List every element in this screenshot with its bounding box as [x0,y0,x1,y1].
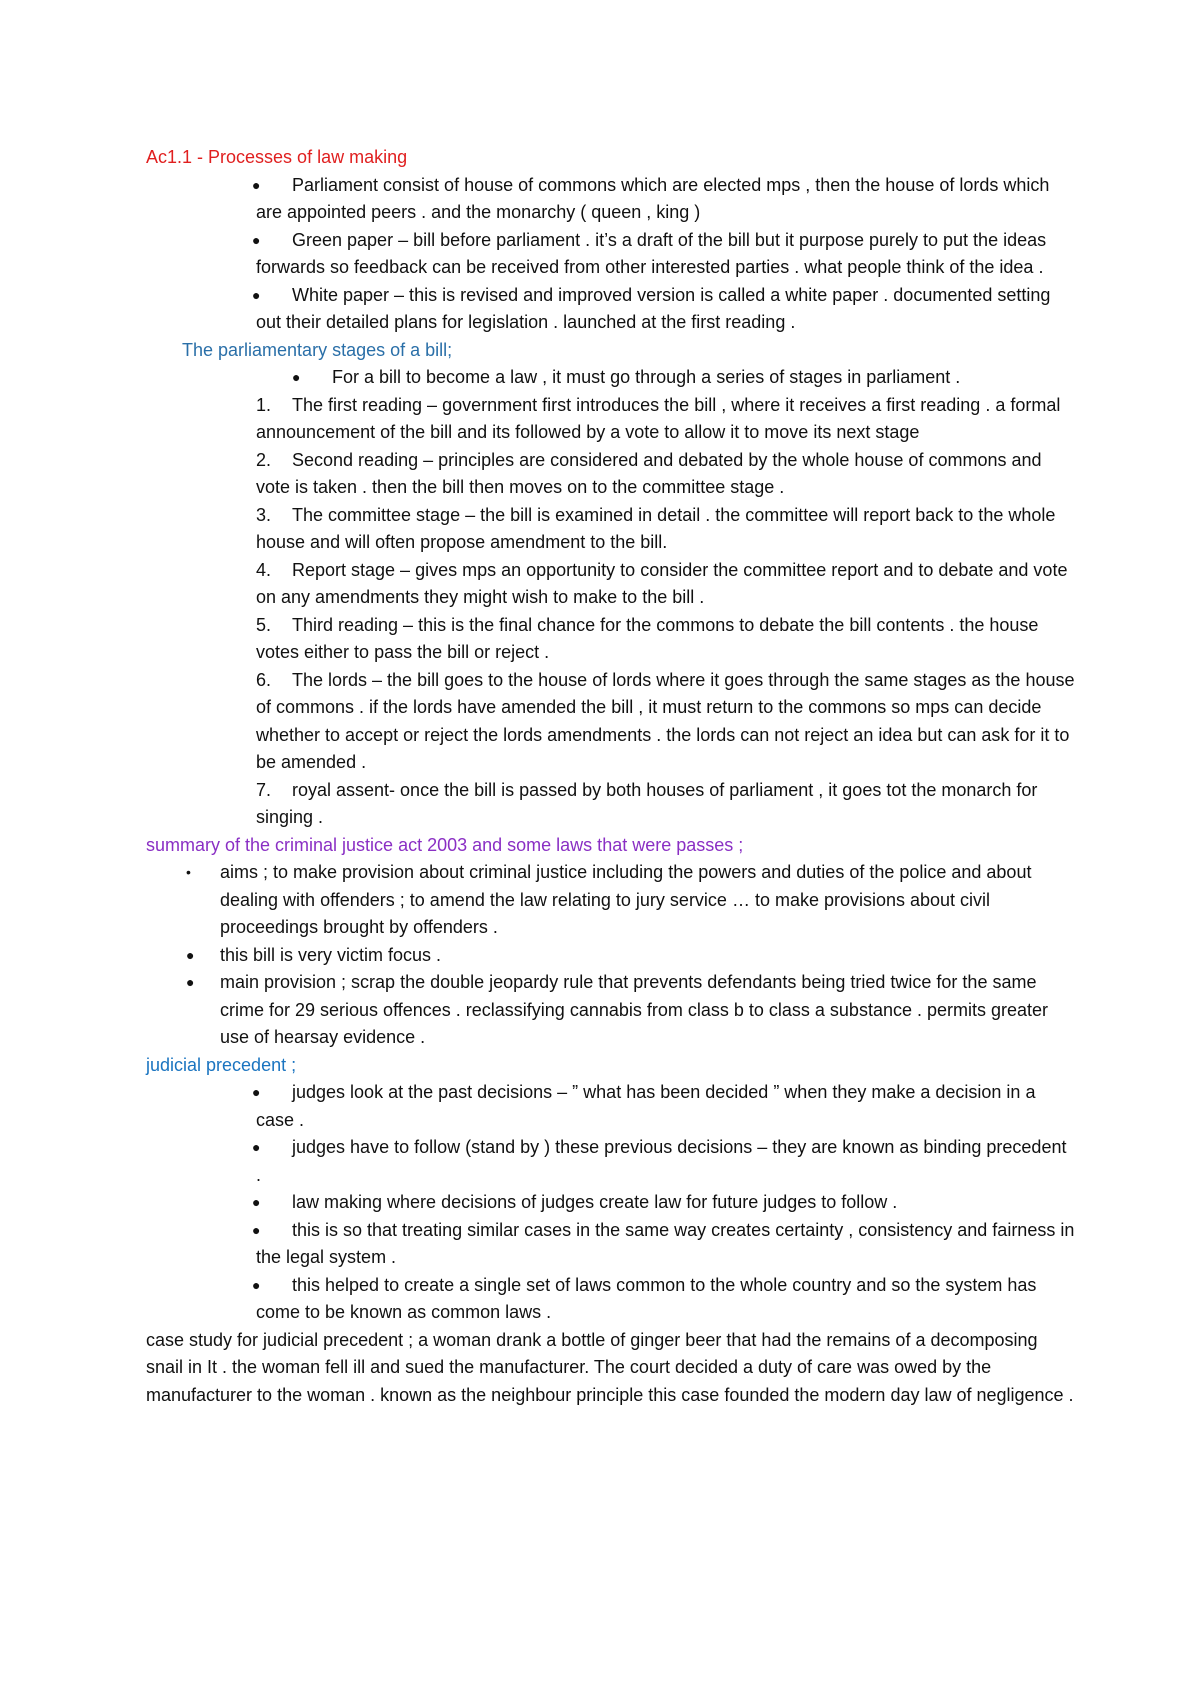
list-item [146,172,1076,227]
bullet-icon: ● [252,1084,261,1100]
numbered-item [146,392,1076,447]
numbered-item [146,777,1076,832]
section-heading-criminal-justice-act: summary of the criminal justice act 2003 and some laws that were passes ; [146,834,744,855]
list-item [146,282,1076,337]
section-heading-judicial-precedent: judicial precedent ; [146,1054,297,1075]
list-item-text: judges look at the past decisions – ” what has been decided ” when they make a decision in a case . [256,1082,1036,1130]
list-item-text: For a bill to become a law , it must go through a series of stages in parliament . [332,367,961,387]
numbered-item-text: The committee stage – the bill is examined in detail . the committee will report back to the whole house and will often propose amendment to the bill. [256,504,1056,552]
item-number: 2. [256,449,272,470]
bullet-icon: ● [252,1276,261,1293]
list-item-text: this is so that treating similar cases in the same way creates certainty , consistency and fairness in the legal system . [256,1219,1075,1267]
item-number: 6. [256,669,272,690]
list-item [146,364,1076,392]
list-item-text: Green paper – bill before parliament . it’s a draft of the bill but it purpose purely to put the ideas forwards so feedback can be received from other interested parties . what people think of the idea . [256,229,1047,277]
item-number: 3. [256,504,272,525]
section-heading-parliamentary-stages: The parliamentary stages of a bill; [182,339,453,360]
numbered-item-text: royal assent- once the bill is passed by both houses of parliament , it goes tot the monarch for singing . [256,779,1038,827]
item-number: 7. [256,779,272,800]
bullet-icon: ● [252,231,261,248]
item-number: 4. [256,559,272,580]
bullet-icon: ● [186,974,195,990]
list-item-text: main provision ; scrap the double jeopardy rule that prevents defendants being tried twice for the same crime for 29 serious offences . reclassifying cannabis from class b to class a substance . permits greater use of hearsay evidence . [220,972,1049,1047]
numbered-item-text: The first reading – government first introduces the bill , where it receives a first reading . a formal announcement of the bill and its followed by a vote to allow it to move its next stage [256,394,1061,442]
bullet-icon: • [186,864,191,880]
list-item-text: Parliament consist of house of commons which are elected mps , then the house of lords which are appointed peers . and the monarchy ( queen , king ) [256,174,1050,222]
list-item [146,1079,1076,1134]
section-heading-processes: Ac1.1 - Processes of law making [146,147,408,167]
numbered-item [146,447,1076,502]
bullet-icon: ● [252,176,261,193]
list-item [146,942,1076,970]
list-item-text: law making where decisions of judges create law for future judges to follow . [292,1192,898,1212]
numbered-item-text: Third reading – this is the final chance for the commons to debate the bill contents . the house votes either to pass the bill or reject . [256,614,1039,662]
list-item-text: this bill is very victim focus . [220,944,442,965]
list-item-text: this helped to create a single set of laws common to the whole country and so the system has come to be known as common laws . [256,1274,1037,1322]
list-item [146,1134,1076,1189]
numbered-item-text: The lords – the bill goes to the house of lords where it goes through the same stages as the house of commons . if the lords have amended the bill , it must return to the commons so mps can decide whether to accept or reject the lords amendments . the lords can not reject an idea but can ask for it to be amended . [256,669,1075,772]
list-item [146,1189,1076,1217]
case-study-paragraph: case study for judicial precedent ; a woman drank a bottle of ginger beer that had the remains of a decomposing snail in It . the woman fell ill and sued the manufacturer. The court decided a duty of care was owed by the manufacturer to the woman . known as the neighbour principle this case founded the modern day law of negligence . [146,1329,1074,1405]
numbered-item [146,557,1076,612]
list-item [146,859,1076,942]
list-item [146,1272,1076,1327]
list-item-text: aims ; to make provision about criminal justice including the powers and duties of the police and about dealing with offenders ; to amend the law relating to jury service … to make provisions about civil proceedings brought by offenders . [220,862,1032,937]
numbered-item-text: Second reading – principles are considered and debated by the whole house of commons and vote is taken . then the bill then moves on to the committee stage . [256,449,1042,497]
bullet-icon: ● [186,946,195,963]
numbered-item-text: Report stage – gives mps an opportunity to consider the committee report and to debate and vote on any amendments they might wish to make to the bill . [256,559,1068,607]
bullet-icon: ● [252,286,261,303]
item-number: 1. [256,394,272,415]
list-item [146,227,1076,282]
item-number: 5. [256,614,272,635]
list-item-text: judges have to follow (stand by ) these previous decisions – they are known as binding precedent . [256,1137,1067,1185]
bullet-icon: ● [252,1221,261,1238]
numbered-item [146,612,1076,667]
list-item [146,1217,1076,1272]
numbered-item [146,667,1076,777]
list-item [146,969,1076,1052]
bullet-icon: ● [252,1139,261,1155]
bullet-icon: ● [292,369,301,385]
document-body [146,144,1076,1409]
list-item-text: White paper – this is revised and improved version is called a white paper . documented setting out their detailed plans for legislation . launched at the first reading . [256,284,1051,332]
numbered-item [146,502,1076,557]
bullet-icon: ● [252,1194,261,1210]
